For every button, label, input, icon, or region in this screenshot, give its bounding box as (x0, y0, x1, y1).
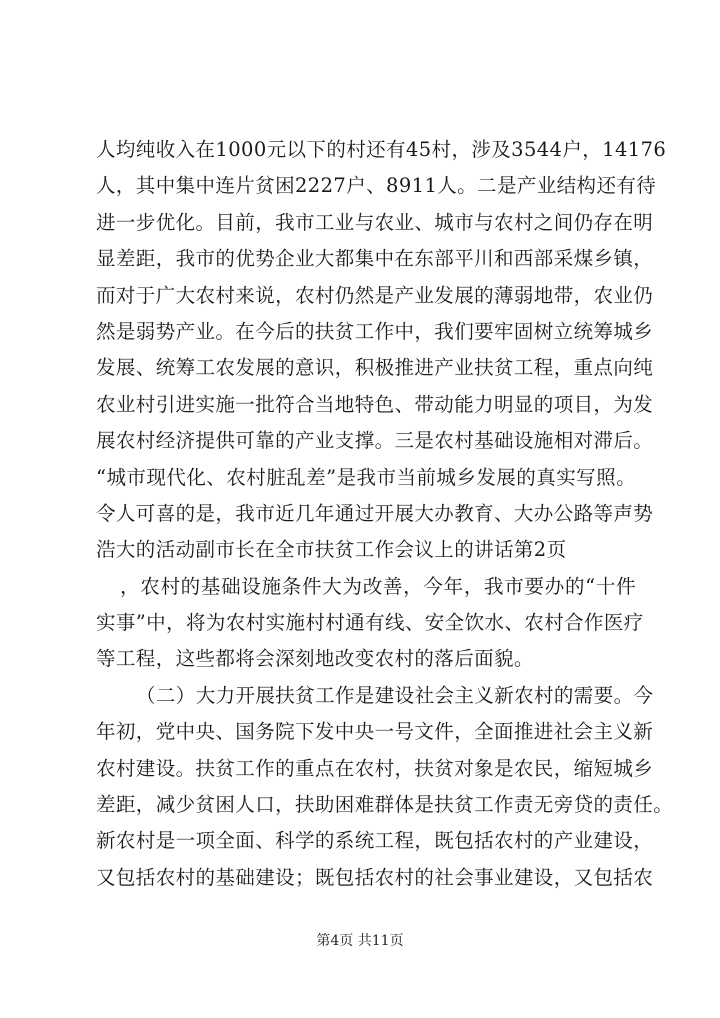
text-line: 人，其中集中连片贫困2227户、8911人。二是产业结构还有待 (96, 174, 657, 198)
text-line: 而对于广大农村来说，农村仍然是产业发展的薄弱地带，农业仍 (96, 283, 654, 307)
text-line: 然是弱势产业。在今后的扶贫工作中，我们要牢固树立统筹城乡 (96, 319, 654, 343)
text-line: 又包括农村的基础建设；既包括农村的社会事业建设，又包括农 (96, 865, 654, 889)
text-line: 展农村经济提供可靠的产业支撑。三是农村基础设施相对滞后。 (96, 429, 654, 453)
text-line: 令人可喜的是，我市近几年通过开展大办教育、大办公路等声势 (96, 501, 654, 525)
text-line: 显差距，我市的优势企业大都集中在东部平川和西部采煤乡镇， (96, 247, 654, 271)
text-line: 年初，党中央、国务院下发中央一号文件，全面推进社会主义新 (96, 720, 654, 744)
text-line: 浩大的活动副市长在全市扶贫工作会议上的讲话第2页 (96, 538, 567, 562)
body-text (96, 132, 674, 896)
text-line: 差距，减少贫困人口，扶助困难群体是扶贫工作责无旁贷的责任。 (96, 793, 674, 817)
text-line: “城市现代化、农村脏乱差”是我市当前城乡发展的真实写照。 (96, 465, 636, 489)
page-number: 第4页 共11页 (316, 933, 404, 949)
page-footer (0, 930, 720, 950)
text-line: ，农村的基础设施条件大为改善，今年，我市要办的“十件 (120, 574, 636, 598)
text-line: 新农村是一项全面、科学的系统工程，既包括农村的产业建设， (96, 829, 654, 853)
text-line: 等工程，这些都将会深刻地改变农村的落后面貌。 (96, 647, 534, 671)
text-line: 人均纯收入在1000元以下的村还有45村，涉及3544户，14176 (96, 138, 667, 161)
text-line: 实事”中，将为农村实施村村通有线、安全饮水、农村合作医疗 (96, 611, 644, 635)
text-line: 农村建设。扶贫工作的重点在农村，扶贫对象是农民，缩短城乡 (96, 756, 654, 780)
text-line: （二）大力开展扶贫工作是建设社会主义新农村的需要。今 (136, 683, 654, 707)
text-line: 发展、统筹工农发展的意识，积极推进产业扶贫工程，重点向纯 (96, 356, 654, 380)
text-line: 农业村引进实施一批符合当地特色、带动能力明显的项目，为发 (96, 392, 654, 416)
text-line: 进一步优化。目前，我市工业与农业、城市与农村之间仍存在明 (96, 210, 654, 234)
